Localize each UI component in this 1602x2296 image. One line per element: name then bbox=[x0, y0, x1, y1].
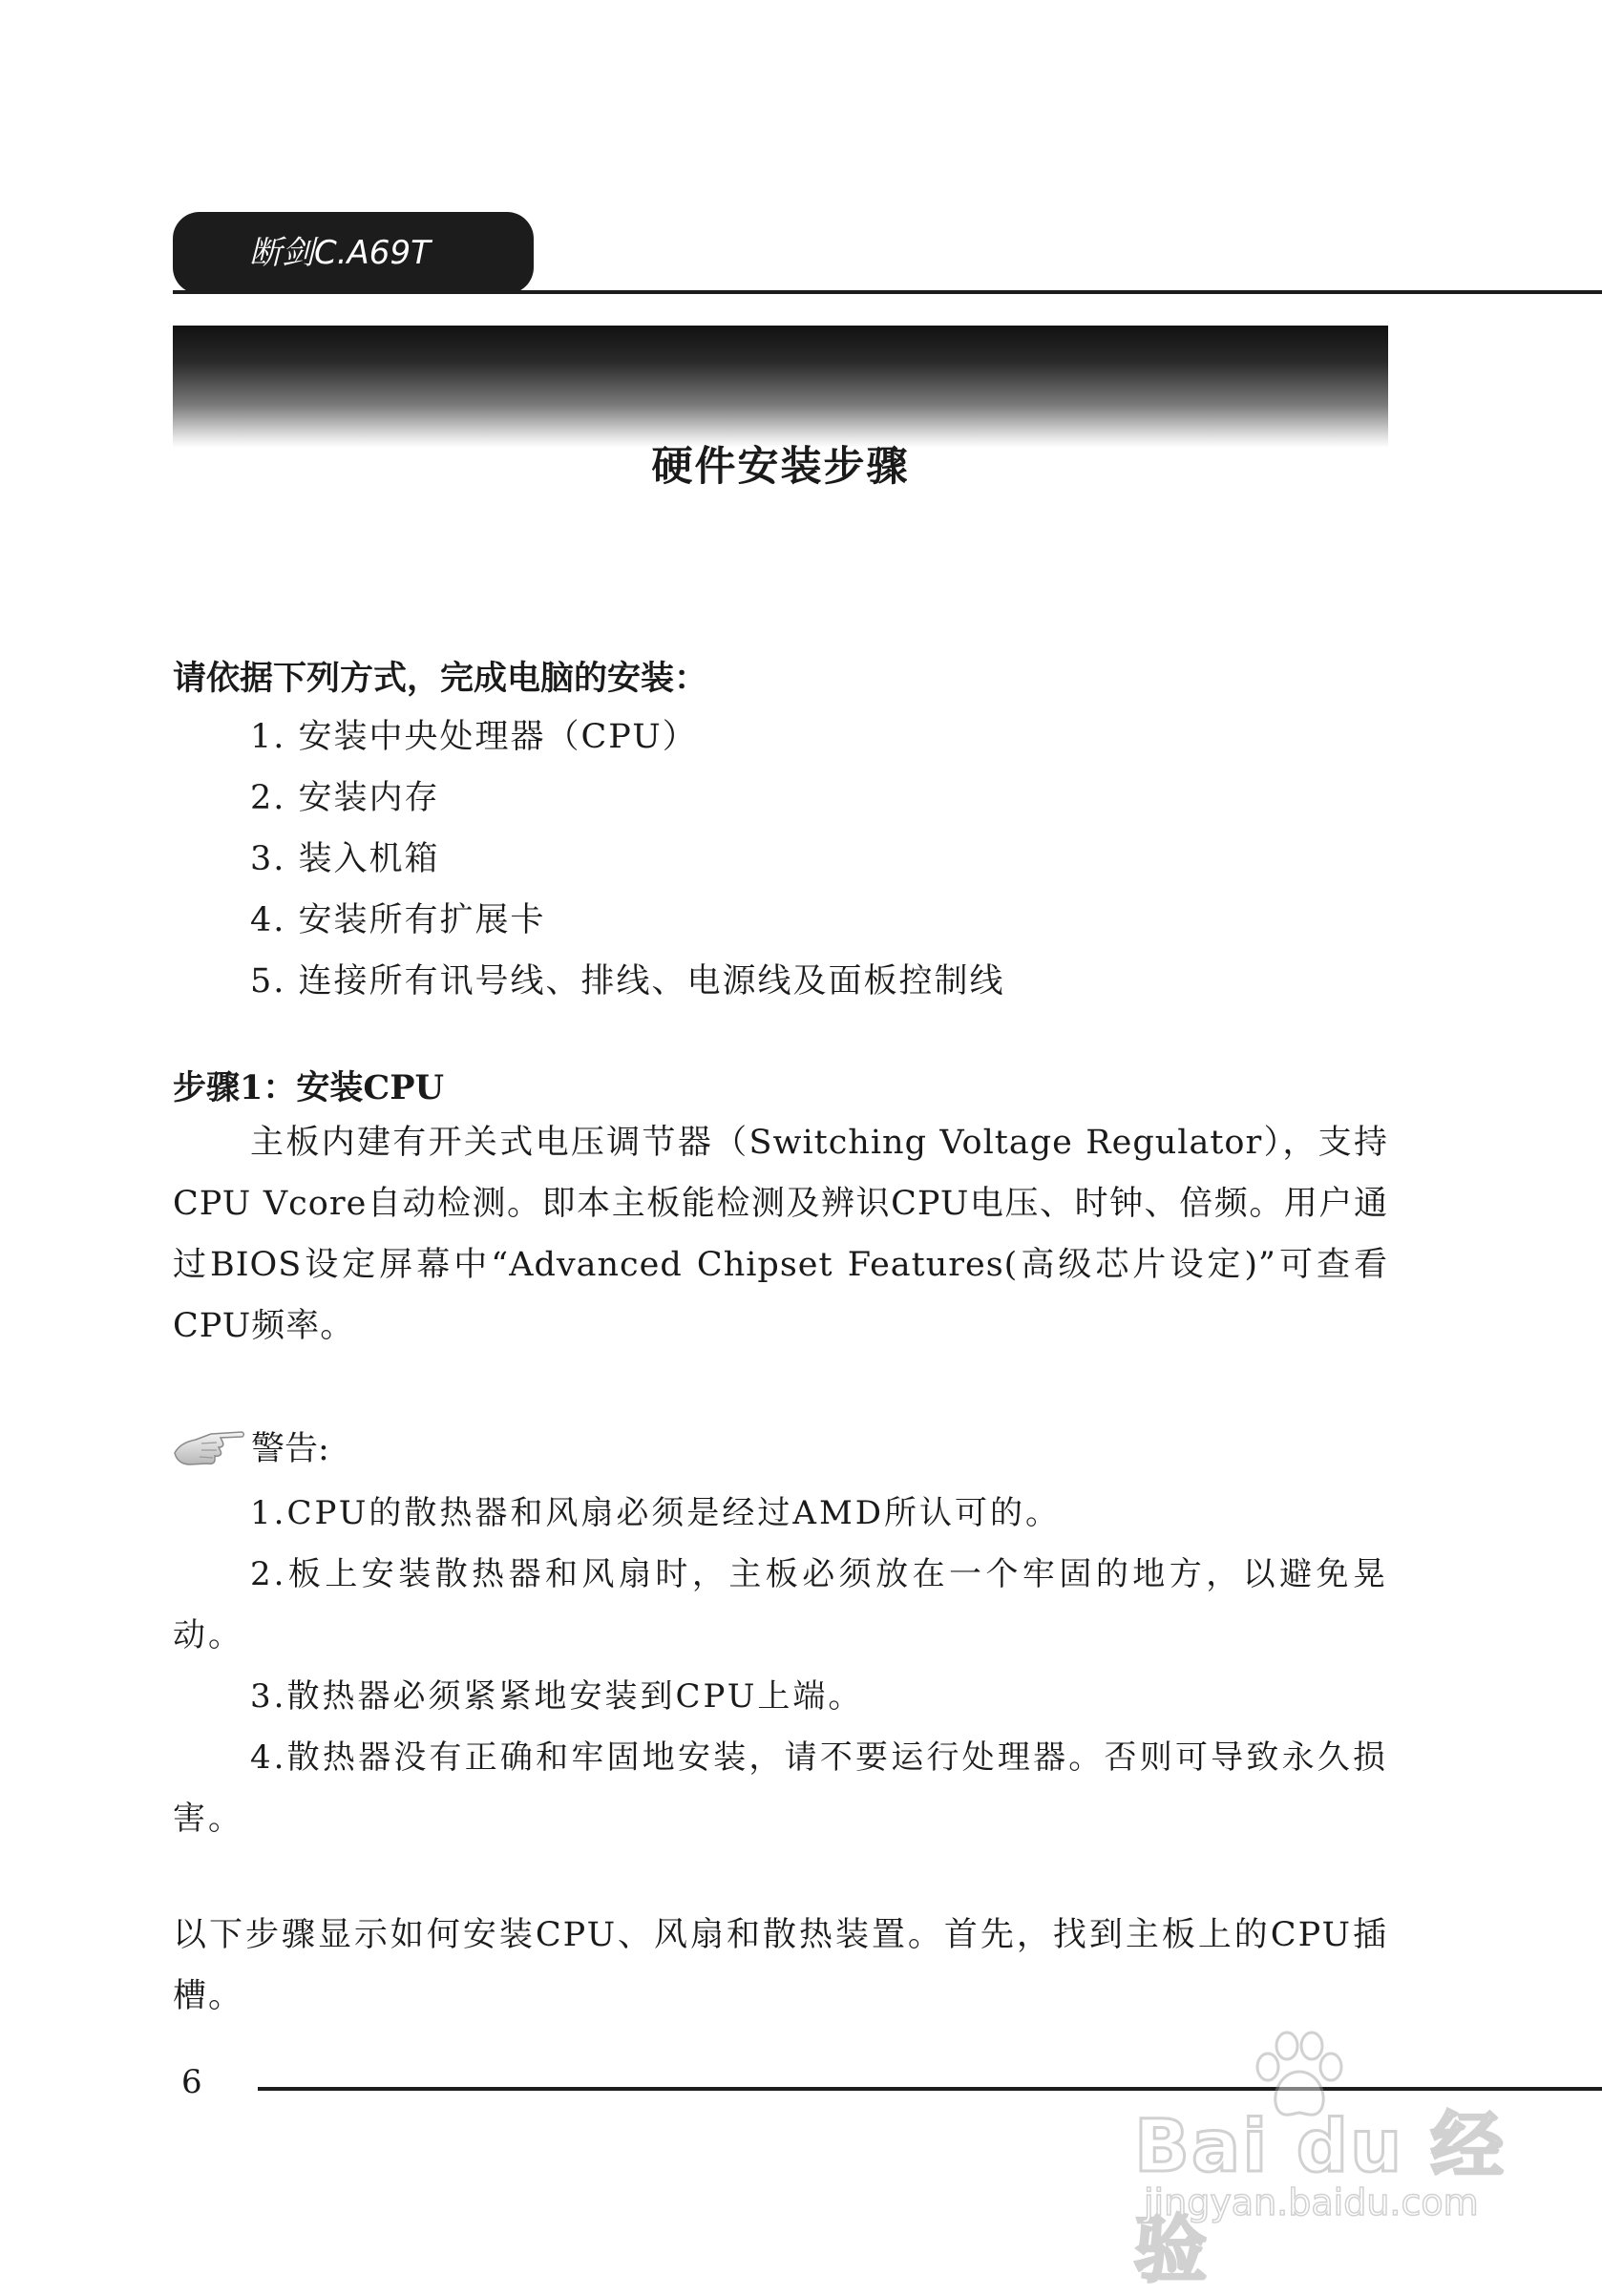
install-steps-list bbox=[250, 706, 1005, 1012]
install-step: 3. 装入机箱 bbox=[250, 840, 440, 878]
page-title: 硬件安装步骤 bbox=[651, 443, 910, 491]
warning-item: 3.散热器必须紧紧地安装到CPU上端。 bbox=[250, 1677, 864, 1716]
warning-header bbox=[173, 1418, 329, 1475]
warning-item: 1.CPU的散热器和风扇必须是经过AMD所认可的。 bbox=[250, 1494, 1062, 1532]
title-banner bbox=[173, 326, 1388, 448]
install-step: 5. 连接所有讯号线、排线、电源线及面板控制线 bbox=[250, 962, 1005, 1001]
step1-heading: 步骤1：安装CPU bbox=[173, 1068, 445, 1107]
page-number: 6 bbox=[181, 2063, 202, 2101]
header-rule bbox=[173, 290, 1602, 294]
step1-body: 主板内建有开关式电压调节器（Switching Voltage Regulator），支持CPU Vcore自动检测。即本主板能检测及辨识CPU电压、时钟、倍频。用户通过BIOS设定屏幕中“Advanced Chipset Features(高级芯片设定)”可查看CPU频率。 bbox=[173, 1124, 1388, 1345]
model-name: 断剑C.A69T bbox=[249, 234, 431, 272]
install-step: 2. 安装内存 bbox=[250, 779, 440, 817]
closing-paragraph: 以下步骤显示如何安装CPU、风扇和散热装置。首先，找到主板上的CPU插槽。 bbox=[173, 1916, 1388, 2015]
model-name-tab bbox=[173, 212, 534, 294]
warning-label: 警告: bbox=[251, 1430, 329, 1468]
warning-item: 2.板上安装散热器和风扇时，主板必须放在一个牢固的地方，以避免晃动。 bbox=[173, 1555, 1388, 1654]
intro-heading: 请依据下列方式，完成电脑的安装： bbox=[173, 659, 708, 698]
install-step: 1. 安装中央处理器（CPU） bbox=[250, 718, 698, 756]
watermark-brand: Bai du 经验 bbox=[1134, 2103, 1506, 2292]
warning-item: 4.散热器没有正确和牢固地安装，请不要运行处理器。否则可导致永久损害。 bbox=[173, 1738, 1388, 1838]
baidu-watermark bbox=[1134, 2029, 1535, 2292]
install-step: 4. 安装所有扩展卡 bbox=[250, 901, 546, 939]
pointing-hand-icon bbox=[173, 1424, 245, 1468]
watermark-url: jingyan.baidu.com bbox=[1144, 2181, 1479, 2223]
